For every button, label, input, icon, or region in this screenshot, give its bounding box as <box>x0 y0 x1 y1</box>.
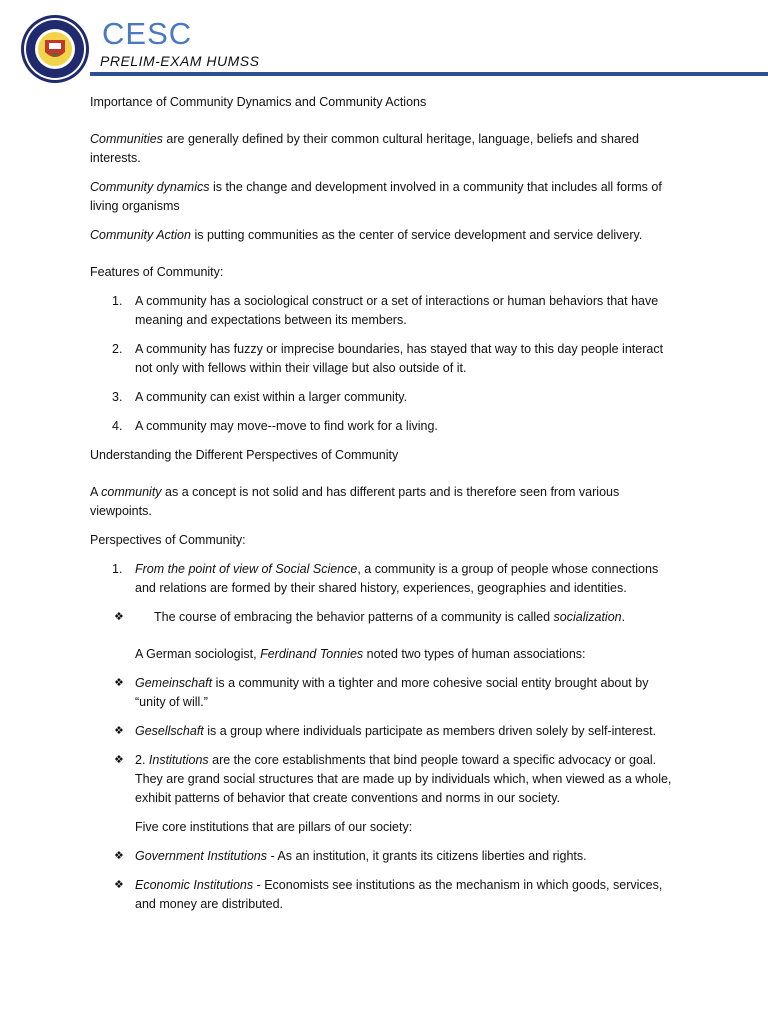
list-item: 1. From the point of view of Social Science, a community is a group of people whose connections and relations are formed by their shared history, experiences, geographies and identities. <box>112 562 659 595</box>
term: Community dynamics <box>90 180 210 194</box>
list-item: 2. A community has fuzzy or imprecise boundaries, has stayed that way to this day people interact not only with fellows within their village but also outside of it. <box>112 342 664 375</box>
five-core-note: Five core institutions that are pillars of our society: <box>135 820 413 834</box>
school-logo <box>20 14 90 84</box>
bullet-item: ❖ Gesellschaft is a group where individuals participate as members driven solely by self-interest. <box>90 722 680 741</box>
definition-community-action: Community Action is putting communities as the center of service development and service delivery. <box>90 228 643 242</box>
diamond-bullet-icon: ❖ <box>114 879 124 891</box>
features-heading: Features of Community: <box>90 265 224 279</box>
header-rule <box>90 72 768 76</box>
bullet-item: ❖ 2. Institutions are the core establishments that bind people toward a specific advocacy or goal. They are grand social structures that are made up by individuals which, when viewed as a whole, exhibit patterns of behavior that create conventions and norms in our society. <box>114 753 672 805</box>
bullet-item: ❖ The course of embracing the behavior patterns of a community is called socialization. <box>90 608 680 627</box>
section-heading: Importance of Community Dynamics and Community Actions <box>90 95 427 109</box>
term: Communities <box>90 132 163 146</box>
header-subtitle: PRELIM-EXAM HUMSS <box>100 53 260 69</box>
perspectives-heading: Perspectives of Community: <box>90 533 246 547</box>
header-title: CESC <box>102 16 193 51</box>
document-body <box>90 93 680 914</box>
community-concept: A community as a concept is not solid and has different parts and is therefore seen from various viewpoints. <box>90 485 620 518</box>
diamond-bullet-icon: ❖ <box>114 677 124 689</box>
diamond-bullet-icon: ❖ <box>114 850 124 862</box>
bullet-item: ❖ Gemeinschaft is a community with a tighter and more cohesive social entity brought about by “unity of will.” <box>114 676 649 709</box>
list-item: 1. A community has a sociological construct or a set of interactions or human behaviors that have meaning and expectations between its members. <box>112 294 659 327</box>
list-item: 4. A community may move--move to find work for a living. <box>112 419 438 433</box>
document-header <box>20 14 750 78</box>
list-item: 3. A community can exist within a larger community. <box>112 390 408 404</box>
diamond-bullet-icon: ❖ <box>114 754 124 766</box>
bullet-item: ❖ Economic Institutions - Economists see institutions as the mechanism in which goods, services, and money are distributed. <box>114 878 663 911</box>
tonnies-note: A German sociologist, Ferdinand Tonnies noted two types of human associations: <box>135 647 586 661</box>
bullet-item: ❖ Government Institutions - As an institution, it grants its citizens liberties and rights. <box>90 847 680 866</box>
section-heading: Understanding the Different Perspectives of Community <box>90 448 399 462</box>
term: Community Action <box>90 228 191 242</box>
diamond-bullet-icon: ❖ <box>114 611 124 623</box>
definition-communities: Communities are generally defined by their common cultural heritage, language, beliefs and shared interests. <box>90 132 639 165</box>
definition-community-dynamics: Community dynamics is the change and development involved in a community that includes all forms of living organisms <box>90 180 662 213</box>
diamond-bullet-icon: ❖ <box>114 725 124 737</box>
